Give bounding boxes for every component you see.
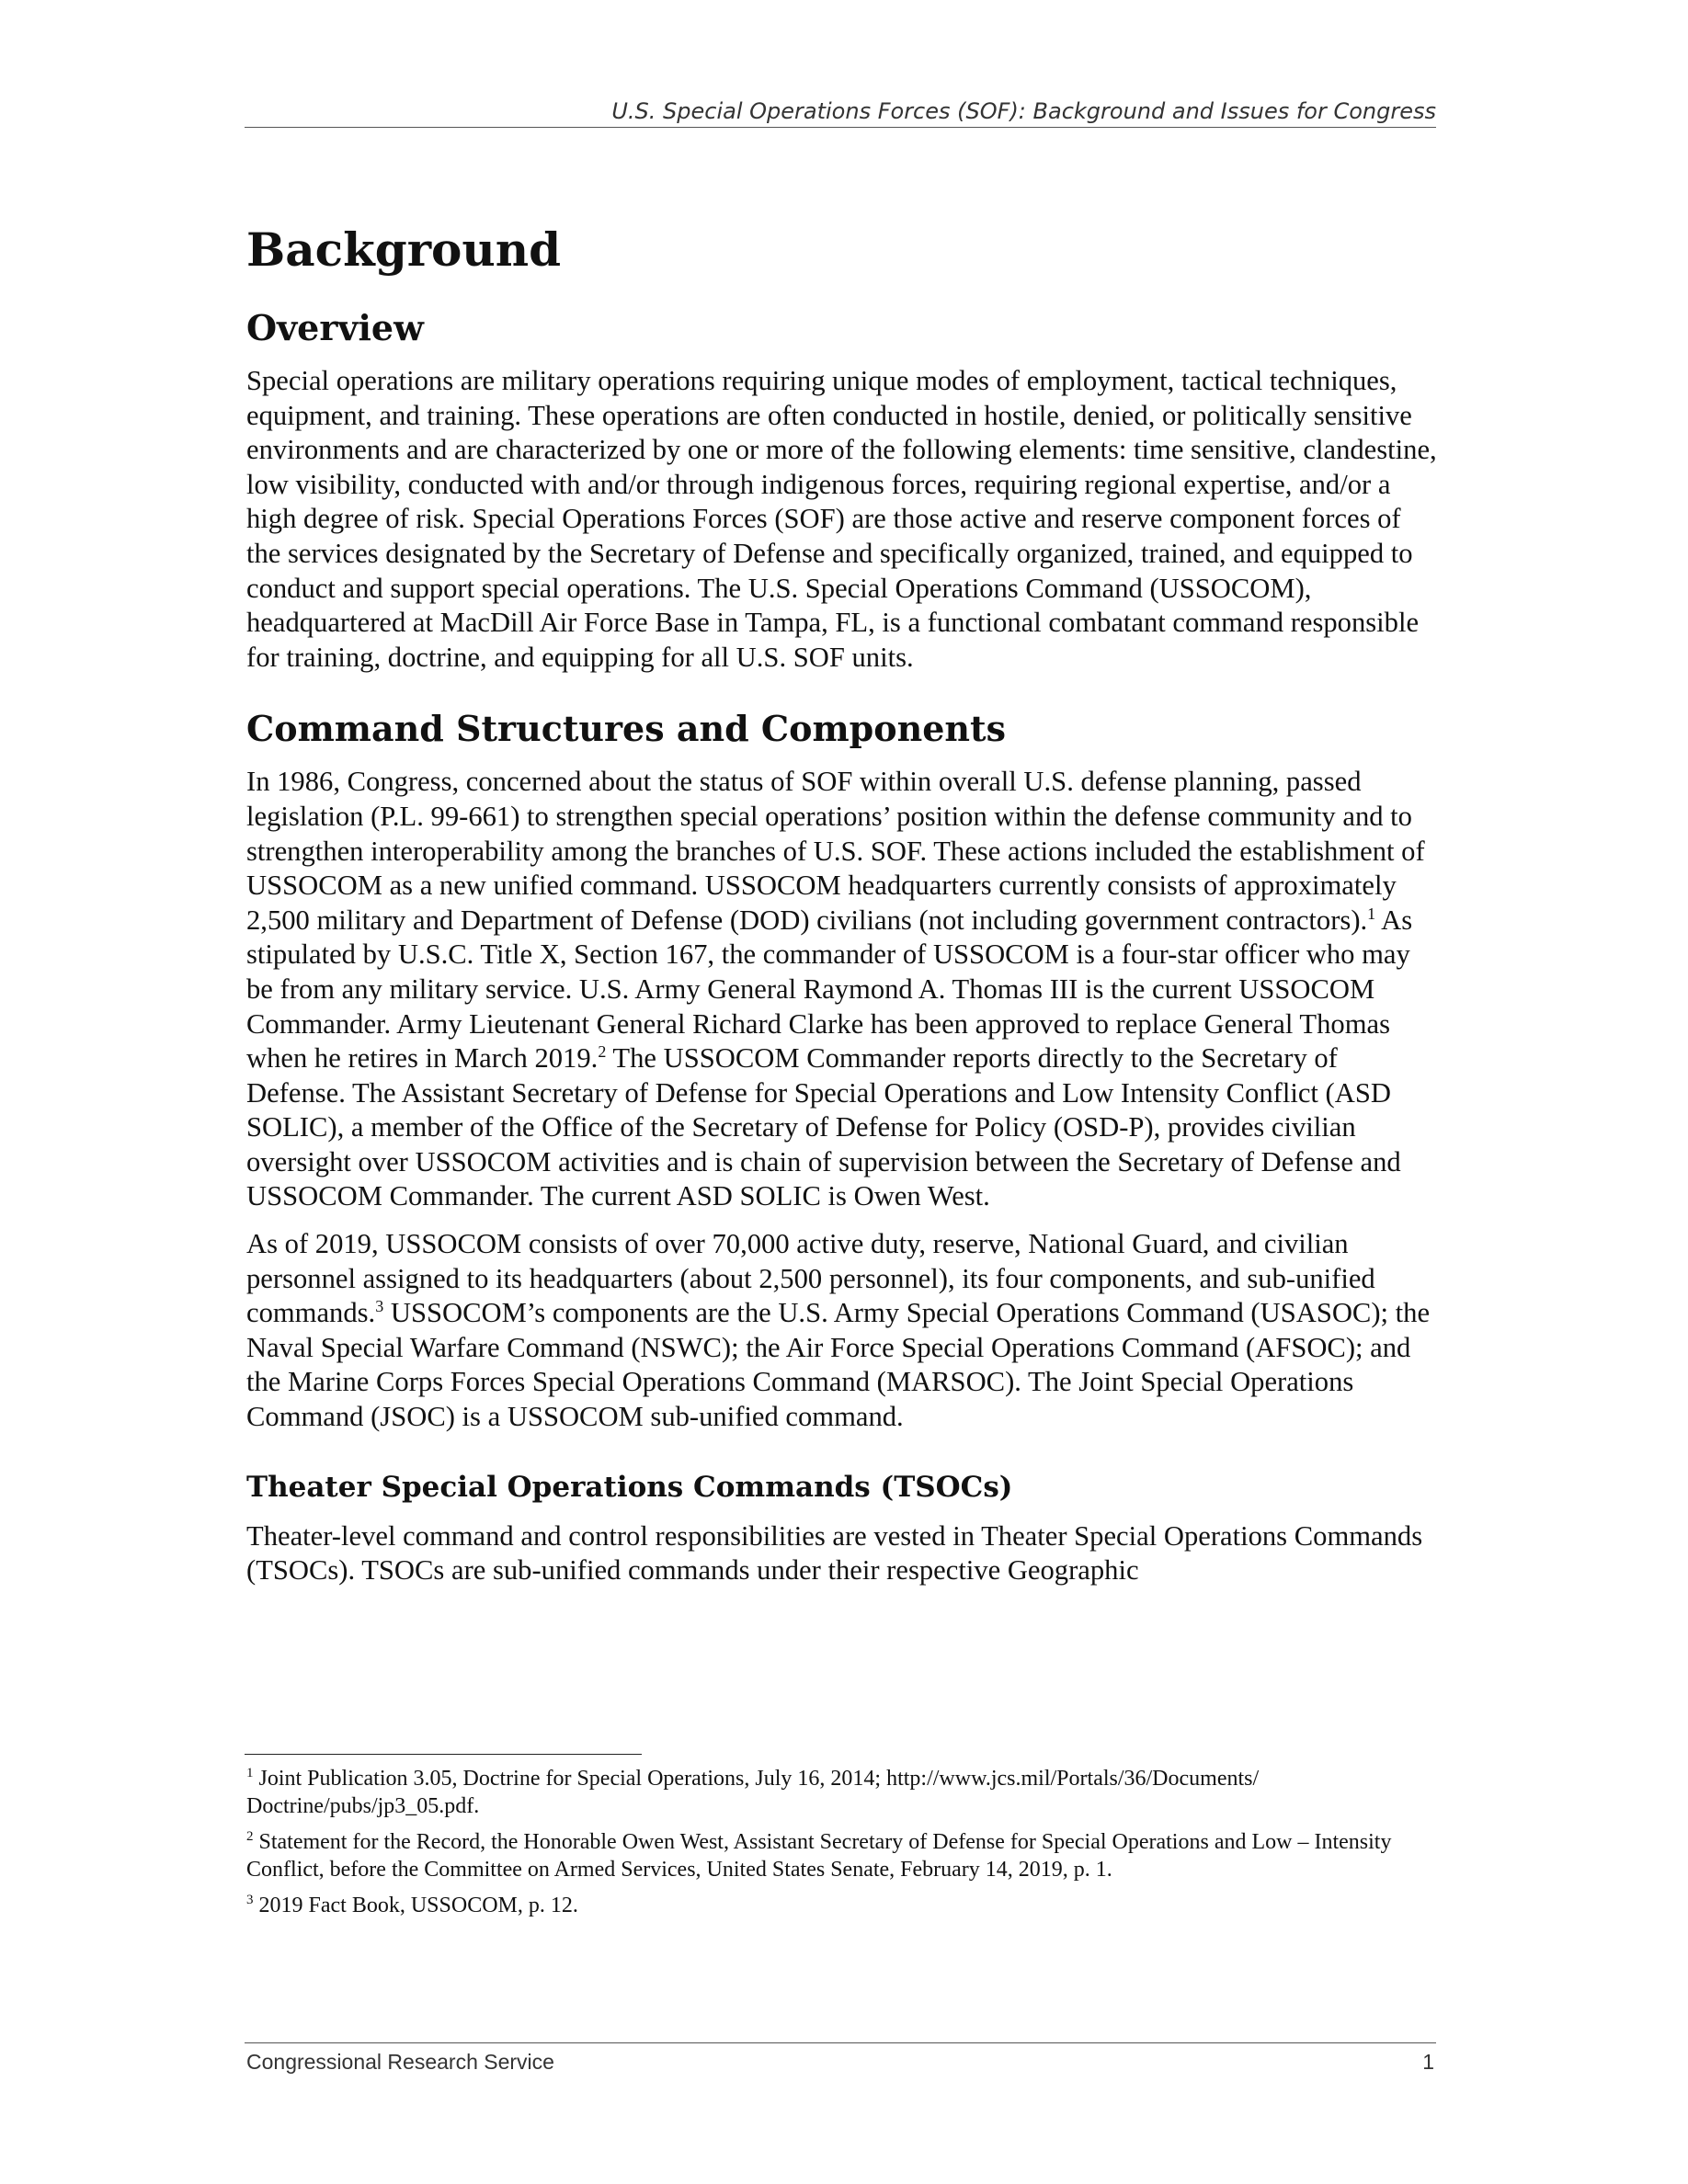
command-p1-text-b: As stipulated by U.S.C. Title X, Section 167, the commander of USSOCOM is a four-star officer who may be from any military service. U.S. Army General Raymond A. Thomas III is the current USSOCOM Commander. Army Lieutenant General Richard Clarke has been approved to replace General Thomas when he retires in March 2019.	[246, 904, 1413, 1075]
main-content	[246, 221, 1442, 1601]
footnote-text: Statement for the Record, the Honorable Owen West, Assistant Secretary of Defense for Special Operations and Low – Intensity Conflict, before the Committee on Armed Services, United States Senate, February 14, 2019, p. 1.	[246, 1830, 1392, 1882]
tsoc-section	[246, 1468, 1442, 1588]
command-p1-text-a: In 1986, Congress, concerned about the status of SOF within overall U.S. defense planning, passed legislation (P.L. 99-661) to strengthen special operations’ position within the defense community and to strengthen interoperability among the branches of U.S. SOF. These actions included the establishment of USSOCOM as a new unified command. USSOCOM headquarters currently consists of approximately 2,500 military and Department of Defense (DOD) civilians (not including government contractors).	[246, 766, 1425, 936]
section-spacer	[246, 688, 1442, 706]
footnote-rule	[245, 1754, 642, 1755]
overview-section	[246, 305, 1442, 675]
overview-paragraph: Special operations are military operations requiring unique modes of employment, tactical techniques, equipment, and training. These operations are often conducted in hostile, denied, or politically sensitive environments and are characterized by one or more of the following elements: time sensitive, clandestine, low visibility, conducted with and/or through indigenous forces, requiring regional expertise, and/or a high degree of risk. Special Operations Forces (SOF) are those active and reserve component forces of the services designated by the Secretary of Defense and specifically organized, trained, and equipped to conduct and support special operations. The U.S. Special Operations Command (USSOCOM), headquartered at MacDill Air Force Base in Tampa, FL, is a functional combatant command responsible for training, doctrine, and equipping for all U.S. SOF units.	[246, 365, 1437, 673]
overview-heading: Overview	[246, 307, 424, 348]
footer-source: Congressional Research Service	[246, 2050, 554, 2074]
footnote-ref-1[interactable]: 1	[1367, 904, 1376, 923]
footnote-text: 2019 Fact Book, USSOCOM, p. 12.	[258, 1894, 578, 1917]
footnote-text: Joint Publication 3.05, Doctrine for Special Operations, July 16, 2014; http://www.jcs.mil/Portals/36/Documents/ Doctrine/pubs/jp3_05.pdf.	[246, 1767, 1260, 1818]
footnote-ref-3[interactable]: 3	[375, 1297, 384, 1316]
header-rule	[245, 127, 1436, 128]
footnote-ref-2[interactable]: 2	[598, 1041, 607, 1061]
tsoc-heading: Theater Special Operations Commands (TSOCs)	[246, 1470, 1013, 1504]
footnote-number: 2	[246, 1829, 254, 1844]
footnote-2	[246, 1828, 1442, 1883]
command-section	[246, 706, 1442, 1434]
tsoc-paragraph: Theater-level command and control responsibilities are vested in Theater Special Operations Commands (TSOCs). TSOCs are sub-unified commands under their respective Geographic	[246, 1519, 1423, 1587]
page-title: Background	[246, 222, 562, 277]
command-p2-text-a: As of 2019, USSOCOM consists of over 70,000 active duty, reserve, National Guard, and civilian personnel assigned to its headquarters (about 2,500 personnel), its four components, and sub-unified commands.	[246, 1228, 1375, 1329]
command-heading: Command Structures and Components	[246, 708, 1006, 750]
footnote-1	[246, 1765, 1442, 1820]
footnote-number: 3	[246, 1893, 254, 1907]
footnote-number: 1	[246, 1766, 254, 1780]
command-paragraph-1	[246, 765, 1442, 1214]
command-p1-text-c: The USSOCOM Commander reports directly to the Secretary of Defense. The Assistant Secretary of Defense for Special Operations and Low Intensity Conflict (ASD SOLIC), a member of the Office of the Secretary of Defense for Policy (OSD-P), provides civilian oversight over USSOCOM activities and is chain of supervision between the Secretary of Defense and USSOCOM Commander. The current ASD SOLIC is Owen West.	[246, 1042, 1401, 1212]
running-header: U.S. Special Operations Forces (SOF): Background and Issues for Congress	[611, 98, 1436, 124]
command-p2-text-b: USSOCOM’s components are the U.S. Army Special Operations Command (USASOC); the Naval Special Warfare Command (NSWC); the Air Force Special Operations Command (AFSOC); and the Marine Corps Forces Special Operations Command (MARSOC). The Joint Special Operations Command (JSOC) is a USSOCOM sub-unified command.	[246, 1297, 1431, 1433]
page-number: 1	[1422, 2050, 1434, 2074]
section-spacer	[246, 1448, 1442, 1468]
footnote-3	[246, 1892, 1442, 1919]
footer-rule	[245, 2042, 1436, 2043]
footnotes	[246, 1765, 1442, 1928]
command-paragraph-2	[246, 1227, 1442, 1435]
